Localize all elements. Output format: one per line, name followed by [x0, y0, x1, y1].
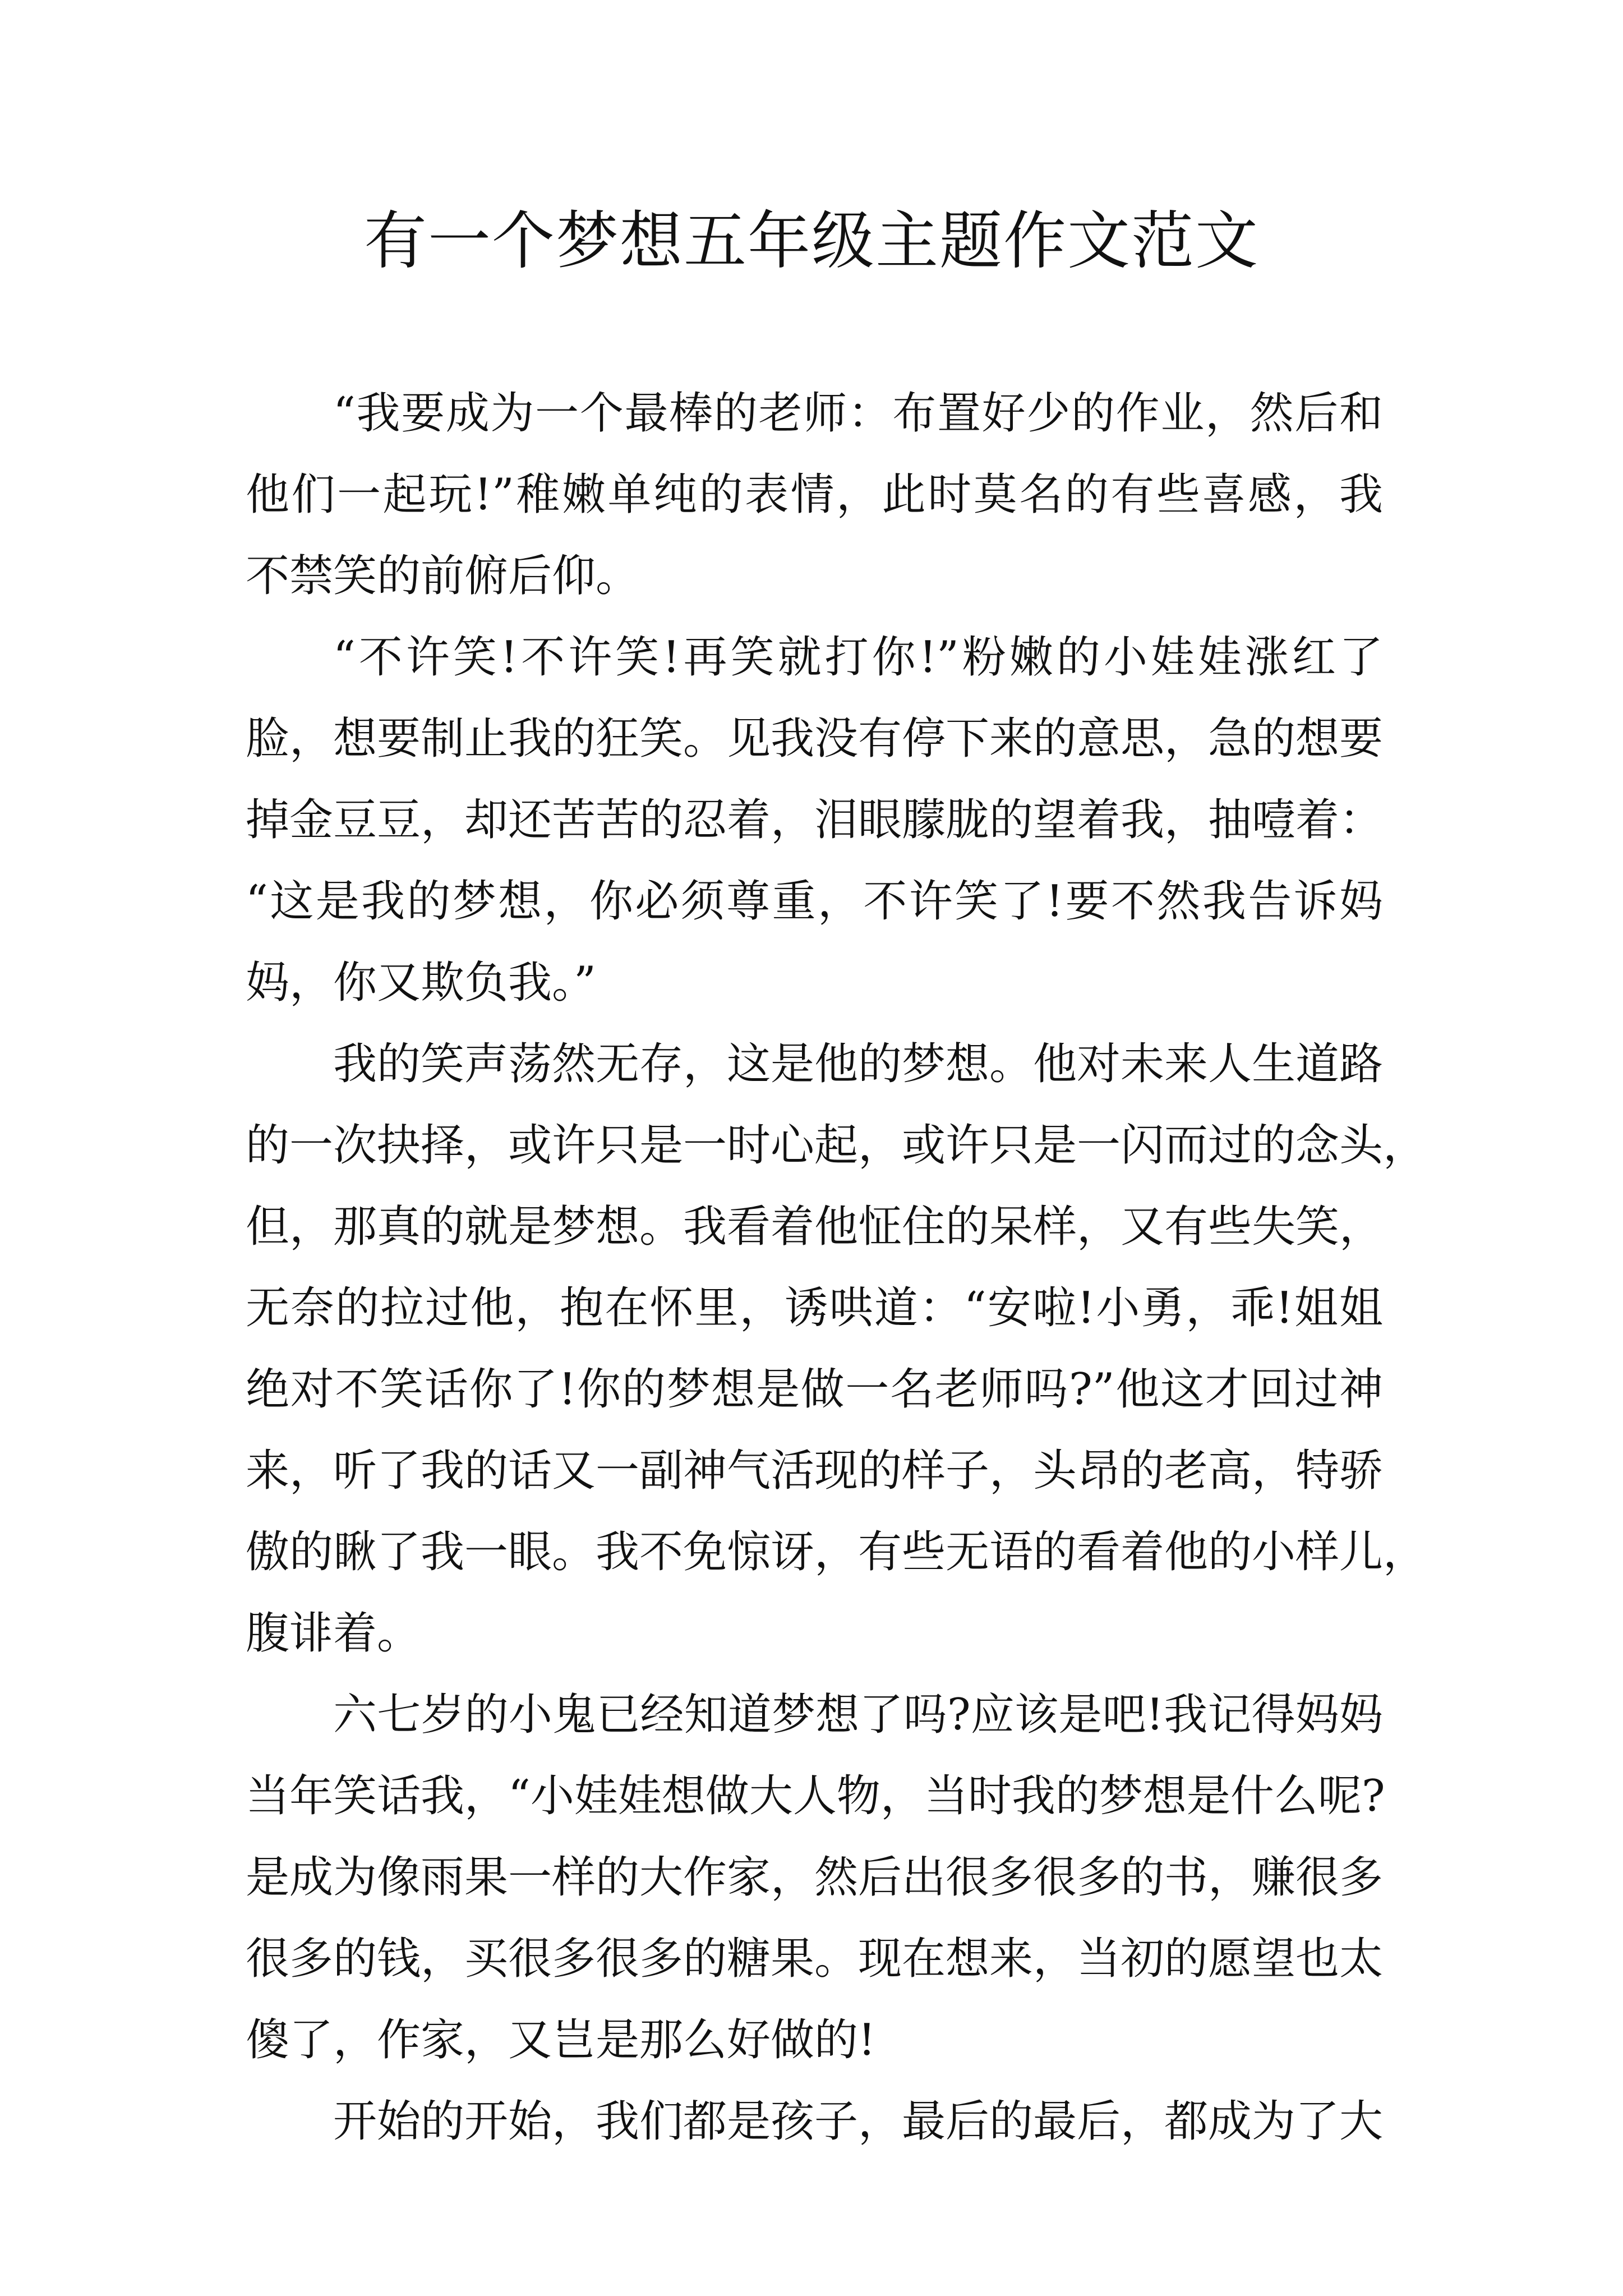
text-line: 很多的钱，买很多很多的糖果。现在想来，当初的愿望也太: [246, 1934, 1384, 1984]
text-line: “这是我的梦想，你必须尊重，不许笑了!要不然我告诉妈: [246, 876, 1383, 927]
text-line: 傲的瞅了我一眼。我不免惊讶，有些无语的看着他的小样儿，: [246, 1527, 1427, 1577]
text-line: 绝对不笑话你了!你的梦想是做一名老师吗?”他这才回过神: [246, 1364, 1383, 1415]
text-line: 但，那真的就是梦想。我看着他怔住的呆样，又有些失笑，: [246, 1202, 1384, 1252]
text-line: 腹诽着。: [246, 1608, 421, 1659]
text-line: 来，听了我的话又一副神气活现的样子，头昂的老高，特骄: [246, 1446, 1384, 1496]
text-line: 无奈的拉过他，抱在怀里，诱哄道：“安啦!小勇，乖!姐姐: [246, 1283, 1383, 1333]
text-line: 脸，想要制止我的狂笑。见我没有停下来的意思，急的想要: [246, 714, 1384, 764]
text-line: 的一次抉择，或许只是一时心起，或许只是一闪而过的念头，: [246, 1120, 1427, 1171]
text-line: 是成为像雨果一样的大作家，然后出很多很多的书，赚很多: [246, 1852, 1384, 1903]
text-line: 他们一起玩!”稚嫩单纯的表情，此时莫名的有些喜感，我: [246, 470, 1383, 520]
text-line: “不许笑!不许笑!再笑就打你!”粉嫩的小娃娃涨红了: [333, 632, 1383, 683]
text-line: 傻了，作家，又岂是那么好做的!: [246, 2015, 876, 2065]
text-line: “我要成为一个最棒的老师：布置好少的作业，然后和: [333, 388, 1383, 439]
text-line: 当年笑话我，“小娃娃想做大人物，当时我的梦想是什么呢?: [246, 1771, 1385, 1821]
text-line: 我的笑声荡然无存，这是他的梦想。他对未来人生道路: [333, 1039, 1384, 1089]
page-title: 有一个梦想五年级主题作文范文: [364, 205, 1259, 278]
text-line: 开始的开始，我们都是孩子，最后的最后，都成为了大: [333, 2096, 1384, 2147]
text-line: 六七岁的小鬼已经知道梦想了吗?应该是吧!我记得妈妈: [333, 1690, 1383, 1740]
text-line: 不禁笑的前俯后仰。: [246, 551, 640, 601]
essay-body: [246, 373, 1427, 2162]
text-line: 掉金豆豆，却还苦苦的忍着，泪眼朦胧的望着我，抽噎着：: [246, 795, 1384, 845]
text-line: 妈，你又欺负我。”: [246, 958, 596, 1008]
